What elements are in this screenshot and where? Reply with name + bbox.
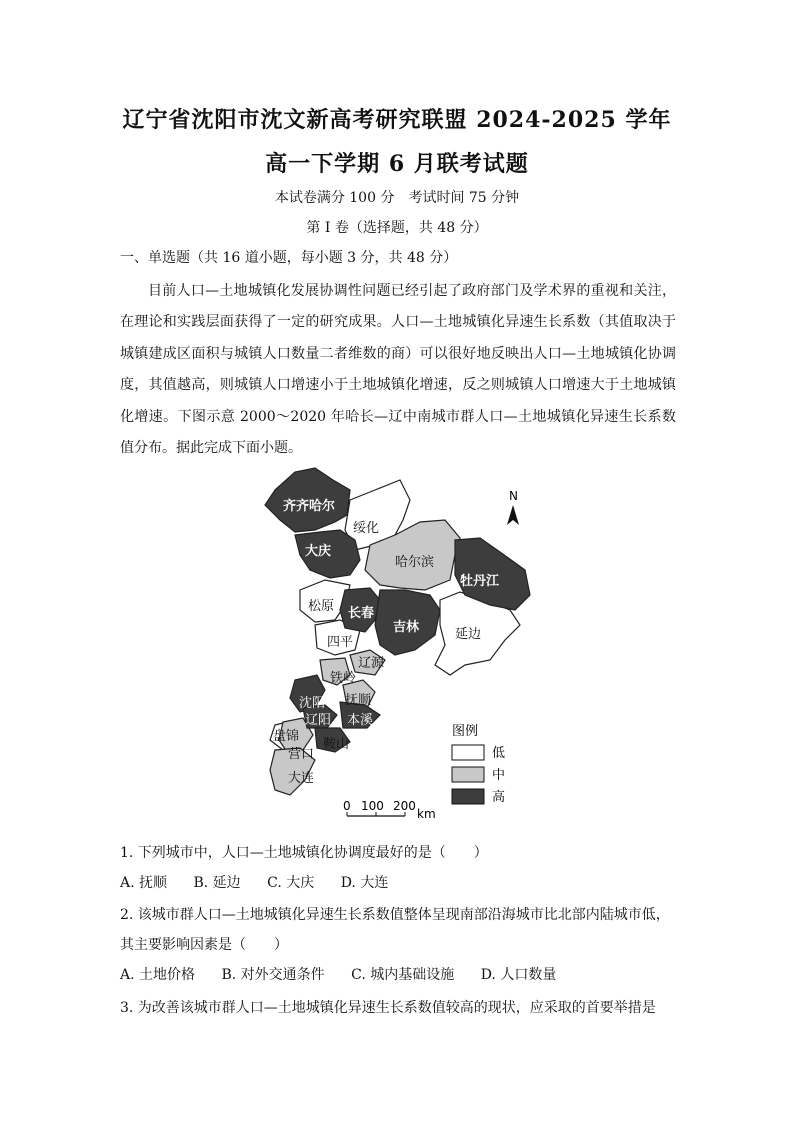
north-label: N <box>509 489 518 503</box>
legend-label-mid: 中 <box>492 768 506 783</box>
q2-option-b[interactable]: B. 对外交通条件 <box>221 967 325 983</box>
label-songyuan: 松原 <box>308 599 335 614</box>
q1-option-a[interactable]: A. 抚顺 <box>120 875 168 891</box>
label-yingkou: 营口 <box>288 747 315 762</box>
q2-option-d[interactable]: D. 人口数量 <box>480 967 557 983</box>
map-svg <box>255 460 555 830</box>
section-heading: 一、单选题（共 16 道小题，每小题 3 分，共 48 分） <box>120 250 458 266</box>
label-harbin: 哈尔滨 <box>395 555 435 570</box>
exam-title-line2: 高一下学期 6 月联考试题 <box>265 151 529 177</box>
question-2-options <box>120 960 680 990</box>
q2-option-c[interactable]: C. 城内基础设施 <box>351 967 455 983</box>
legend-swatch-low <box>452 745 484 760</box>
question-1-options <box>120 868 680 898</box>
label-mudanjiang: 牡丹江 <box>460 574 500 589</box>
legend-swatch-high <box>452 789 484 804</box>
legend-title: 图例 <box>452 724 479 739</box>
label-panjin: 盘锦 <box>273 729 300 744</box>
volume-heading: 第 I 卷（选择题，共 48 分） <box>306 220 488 236</box>
q1-option-b[interactable]: B. 延边 <box>193 875 241 891</box>
label-jilin: 吉林 <box>393 620 420 635</box>
question-1-stem: 1. 下列城市中，人口—土地城镇化协调度最好的是（ ） <box>120 845 488 861</box>
map-legend <box>452 724 505 805</box>
label-fushun: 抚顺 <box>345 693 372 708</box>
question-3 <box>120 993 680 1023</box>
label-shenyang: 沈阳 <box>299 696 326 711</box>
passage <box>120 276 676 464</box>
q1-option-c[interactable]: C. 大庆 <box>267 875 315 891</box>
scale-unit: km <box>417 807 436 821</box>
passage-text: 目前人口—土地城镇化发展协调性问题已经引起了政府部门及学术界的重视和关注，在理论和实践层面获得了一定的研究成果。人口—土地城镇化异速生长系数（其值取决于城镇建成区面积与城镇人口数量二者维数的商）可以很好地反映出人口—土地城镇化协调度，其值越高，则城镇人口增速小于土地城镇化增速，反之则城镇人口增速大于土地城镇化增速。下图示意 2000～2020 年哈长—辽中南城市群人口—土地城镇化异速生长系数值分布。据此完成下面小题。 <box>120 283 676 457</box>
label-benxi: 本溪 <box>347 713 374 728</box>
question-2-stem: 2. 该城市群人口—土地城镇化异速生长系数值整体呈现南部沿海城市比北部内陆城市低，其主要影响因素是（ ） <box>120 907 670 953</box>
question-3-stem: 3. 为改善该城市群人口—土地城镇化异速生长系数值较高的现状，应采取的首要举措是 <box>120 1000 656 1016</box>
question-1 <box>120 838 680 898</box>
legend-label-high: 高 <box>492 790 506 805</box>
city-cluster-map <box>255 460 555 830</box>
north-arrow <box>507 489 519 525</box>
legend-label-low: 低 <box>492 746 506 761</box>
label-dalian: 大连 <box>288 771 315 786</box>
label-suihua: 绥化 <box>353 521 380 536</box>
label-liaoyuan: 辽源 <box>358 656 385 671</box>
label-changchun: 长春 <box>348 606 375 621</box>
label-liaoyang: 辽阳 <box>305 713 332 728</box>
label-daqing: 大庆 <box>305 544 332 559</box>
scale-tick-200: 200 <box>393 799 416 813</box>
legend-swatch-mid <box>452 767 484 782</box>
label-qiqihar: 齐齐哈尔 <box>283 499 336 514</box>
label-yanbian: 延边 <box>455 627 482 642</box>
q1-option-d[interactable]: D. 大连 <box>340 875 389 891</box>
scale-tick-0: 0 <box>343 799 351 813</box>
q2-option-a[interactable]: A. 土地价格 <box>120 967 196 983</box>
label-siping: 四平 <box>327 635 354 650</box>
scale-tick-100: 100 <box>361 799 384 813</box>
exam-info: 本试卷满分 100 分 考试时间 75 分钟 <box>274 190 520 206</box>
scale-bar <box>343 799 436 821</box>
question-2 <box>120 900 680 990</box>
label-tieling: 铁岭 <box>330 671 357 686</box>
label-anshan: 鞍山 <box>323 737 350 752</box>
exam-title-line1: 辽宁省沈阳市沈文新高考研究联盟 2024-2025 学年 <box>122 107 672 133</box>
